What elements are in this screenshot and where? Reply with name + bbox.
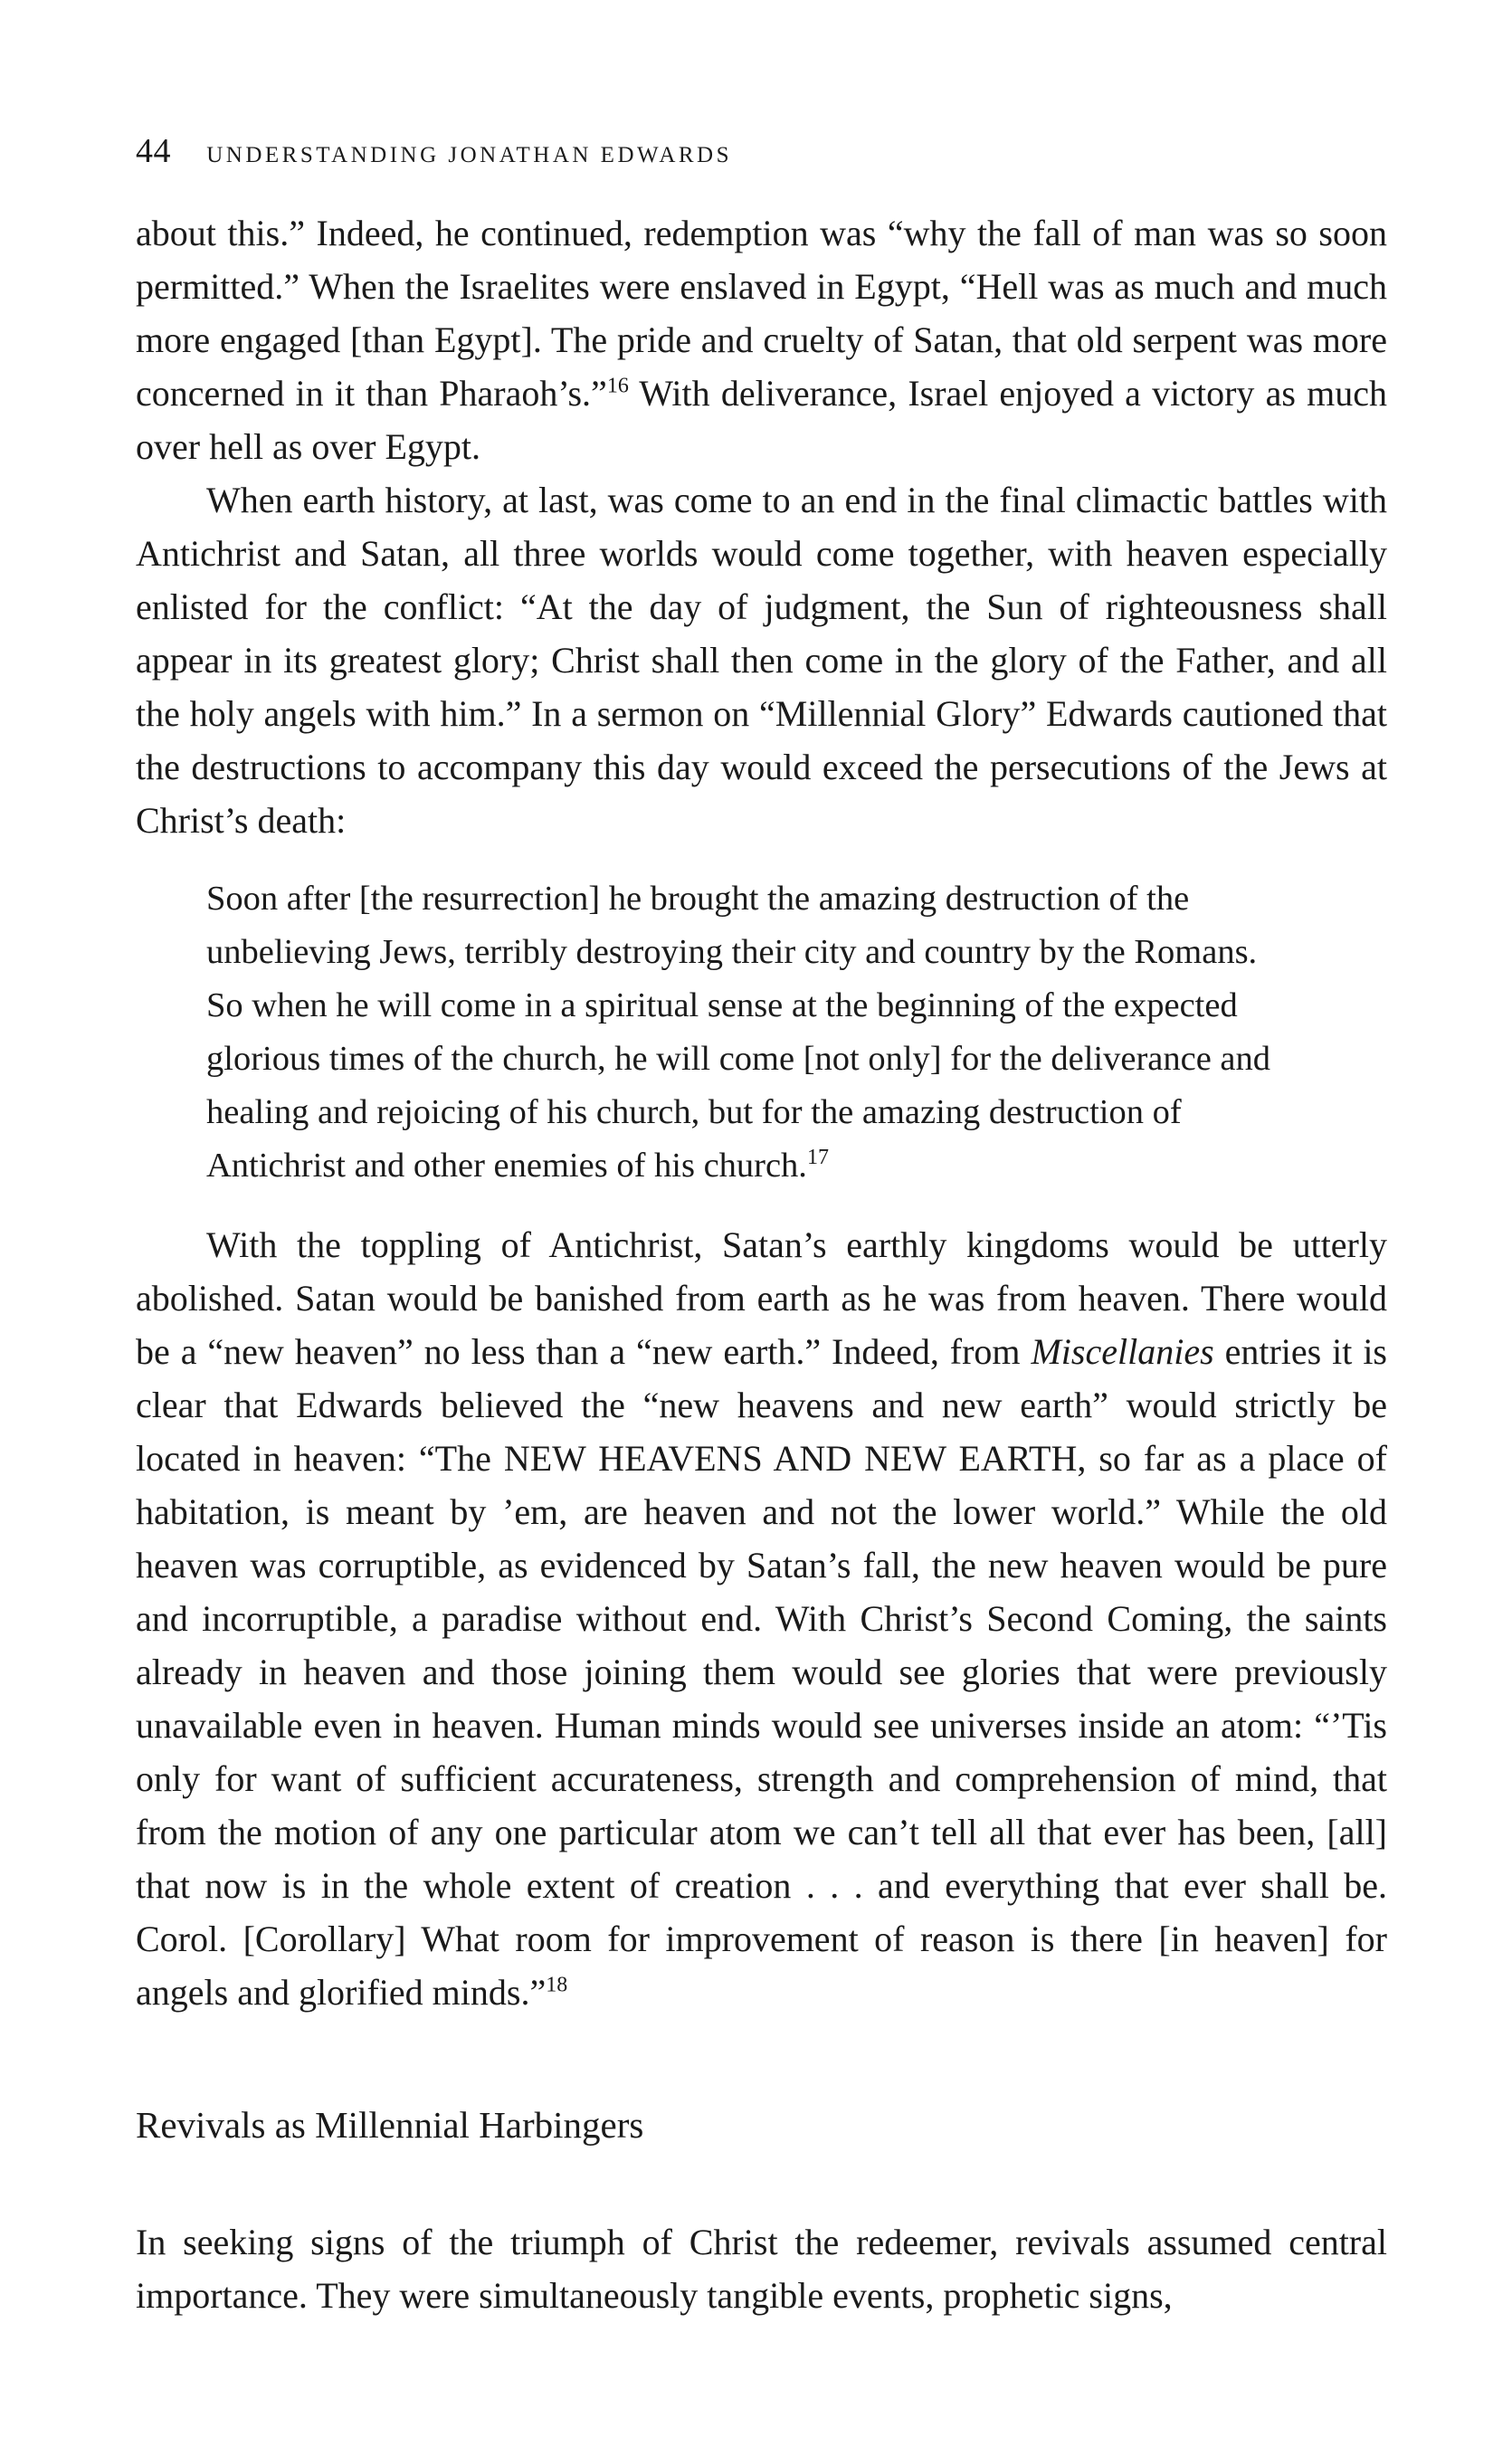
footnote-ref-17: 17 — [806, 1146, 829, 1170]
paragraph-1-text-b: With deliverance, Israel enjoyed a victory as much over hell as over Egypt. — [136, 373, 1387, 467]
footnote-ref-16: 16 — [606, 374, 629, 398]
footnote-ref-18: 18 — [546, 1973, 568, 1997]
paragraph-1-text-a: about this.” Indeed, he continued, redemption was “why the fall of man was so soon permitted.” When the Israelites were enslaved in Egypt, “Hell was as much and much more engaged [than Egypt]. The pride and cruelty of Satan, that old serpent was more concerned in it than Pharaoh’s.” — [136, 213, 1387, 414]
paragraph-1 — [136, 206, 1387, 473]
paragraph-3-text-a: With the toppling of Antichrist, Satan’s earthly kingdoms would be utterly abolished. Satan would be banished from earth as he was from heaven. There would be a “new heaven” no less than a “new earth.” Indeed, from — [136, 1224, 1387, 1372]
paragraph-3-text-b: entries it is clear that Edwards believed the “new heavens and new earth” would strictly be located in heaven: “The NEW HEAVENS AND NEW EARTH, so far as a place of habitation, is meant by ’em, are heaven and not the lower world.” While the old heaven was corruptible, as evidenced by Satan’s fall, the new heaven would be pure and incorruptible, a paradise without end. With Christ’s Second Coming, the saints already in heaven and those joining them would see glories that were previously unavailable even in heaven. Human minds would see universes inside an atom: “’Tis only for want of sufficient accurateness, strength and comprehension of mind, that from the motion of any one particular atom we can’t tell all that ever has been, [all] that now is in the whole extent of creation . . . and everything that ever shall be. Corol. [Corollary] What room for improvement of reason is there [in heaven] for angels and glorified minds.” — [136, 1331, 1387, 2013]
block-quote-text: Soon after [the resurrection] he brought the amazing destruction of the unbelieving Jews, terribly destroying their city and country by the Romans. So when he will come in a spiritual sense at the beginning of the expected glorious times of the church, he will come [not only] for the deliverance and healing and rejoicing of his church, but for the amazing destruction of Antichrist and other enemies of his church. — [206, 880, 1271, 1185]
running-head: UNDERSTANDING JONATHAN EDWARDS — [206, 143, 733, 167]
block-quote-paragraph — [206, 872, 1283, 1193]
body-text — [136, 206, 1387, 2322]
section-heading: Revivals as Millennial Harbingers — [136, 2104, 644, 2146]
miscellanies-title: Miscellanies — [1031, 1331, 1214, 1372]
block-quote — [206, 872, 1283, 1193]
page-number: 44 — [136, 132, 171, 170]
page-header — [136, 131, 732, 171]
paragraph-2: When earth history, at last, was come to an end in the final climactic battles with Antichrist and Satan, all three worlds would come together, with heaven especially enlisted for the conflict: “At the day of judgment, the Sun of righteousness shall appear in its greatest glory; Christ shall then come in the glory of the Father, and all the holy angels with him.” In a sermon on “Millennial Glory” Edwards cautioned that the destructions to accompany this day would exceed the persecutions of the Jews at Christ’s death: — [136, 480, 1387, 841]
paragraph-3 — [136, 1218, 1387, 2019]
paragraph-4: In seeking signs of the triumph of Christ the redeemer, revivals assumed central importance. They were simultaneously tangible events, prophetic signs, — [136, 2222, 1387, 2316]
